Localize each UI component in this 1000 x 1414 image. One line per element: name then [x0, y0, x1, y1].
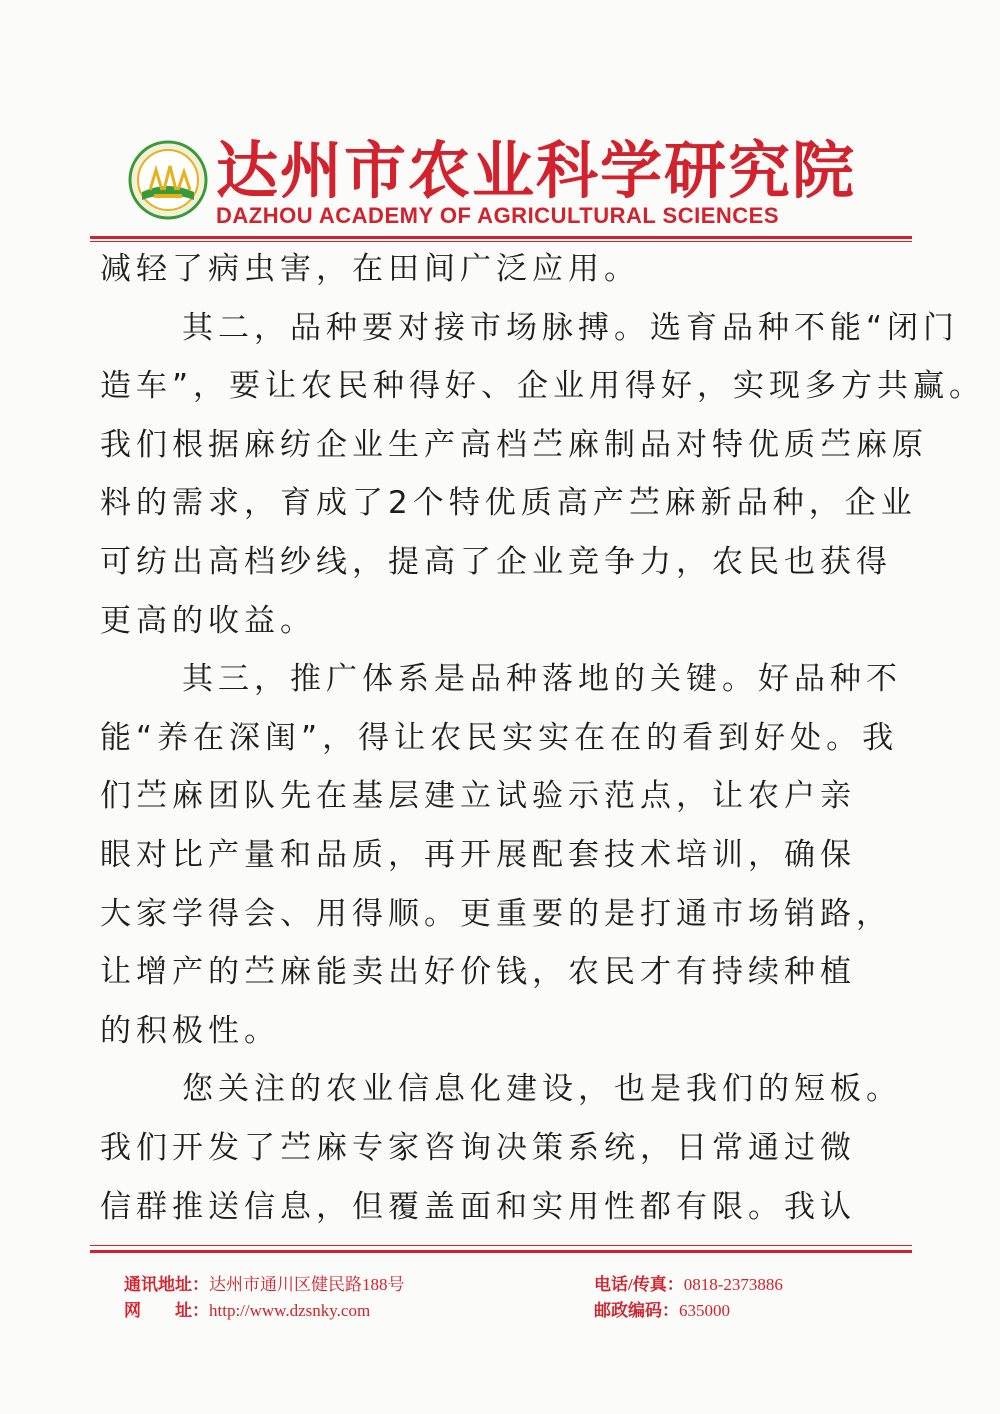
academy-name-cn: 达州市农业科学研究院 — [216, 134, 857, 207]
footer-address — [124, 1270, 405, 1295]
letter-line: 其二，品种要对接市场脉搏。选育品种不能“闭门 — [182, 309, 960, 346]
letter-line: 的积极性。 — [100, 1012, 280, 1049]
footer — [0, 1262, 1000, 1322]
letter-line: 眼对比产量和品质，再开展配套技术培训，确保 — [100, 836, 856, 873]
letter-line: 信群推送信息，但覆盖面和实用性都有限。我认 — [100, 1188, 856, 1225]
academy-name-en: DAZHOU ACADEMY OF AGRICULTURAL SCIENCES — [216, 203, 779, 228]
footer-phone — [594, 1270, 783, 1295]
letter-line: 料的需求，育成了2个特优质高产苎麻新品种，企业 — [100, 485, 917, 522]
letter-line: 让增产的苎麻能卖出好价钱，农民才有持续种植 — [100, 954, 856, 991]
phone-label: 电话/传真： — [594, 1275, 684, 1294]
academy-logo-icon — [128, 140, 208, 220]
postcode-value: 635000 — [679, 1301, 730, 1320]
letter-line: 造车”，要让农民种得好、企业用得好，实现多方共赢。 — [100, 368, 986, 405]
letter-line: 们苎麻团队先在基层建立试验示范点，让农户亲 — [100, 778, 856, 815]
letter-line: 其三，推广体系是品种落地的关键。好品种不 — [182, 661, 902, 698]
letter-line: 能“养在深闺”，得让农民实实在在的看到好处。我 — [100, 719, 899, 756]
letter-line: 更高的收益。 — [100, 602, 316, 639]
letter-body — [100, 240, 986, 1236]
phone-value: 0818-2373886 — [683, 1275, 783, 1294]
letter-line: 我们开发了苎麻专家咨询决策系统，日常通过微 — [100, 1129, 856, 1166]
footer-postcode — [594, 1296, 730, 1321]
letter-line: 减轻了病虫害，在田间广泛应用。 — [100, 251, 640, 287]
letter-line: 您关注的农业信息化建设，也是我们的短板。 — [182, 1071, 902, 1108]
footer-website — [124, 1296, 370, 1321]
website-label: 网 址： — [124, 1301, 209, 1320]
footer-divider — [90, 1250, 912, 1253]
letter-line: 大家学得会、用得顺。更重要的是打通市场销路， — [100, 895, 892, 932]
header-divider — [90, 236, 912, 239]
letter-line: 我们根据麻纺企业生产高档苎麻制品对特优质苎麻原 — [100, 426, 928, 463]
letter-line: 可纺出高档纱线，提高了企业竞争力，农民也获得 — [100, 543, 892, 580]
postcode-label: 邮政编码： — [594, 1301, 679, 1320]
address-value: 达州市通川区健民路188号 — [209, 1275, 405, 1294]
website-value: http://www.dzsnky.com — [209, 1301, 371, 1320]
address-label: 通讯地址： — [124, 1275, 209, 1294]
footer-divider-thin — [90, 1245, 912, 1246]
